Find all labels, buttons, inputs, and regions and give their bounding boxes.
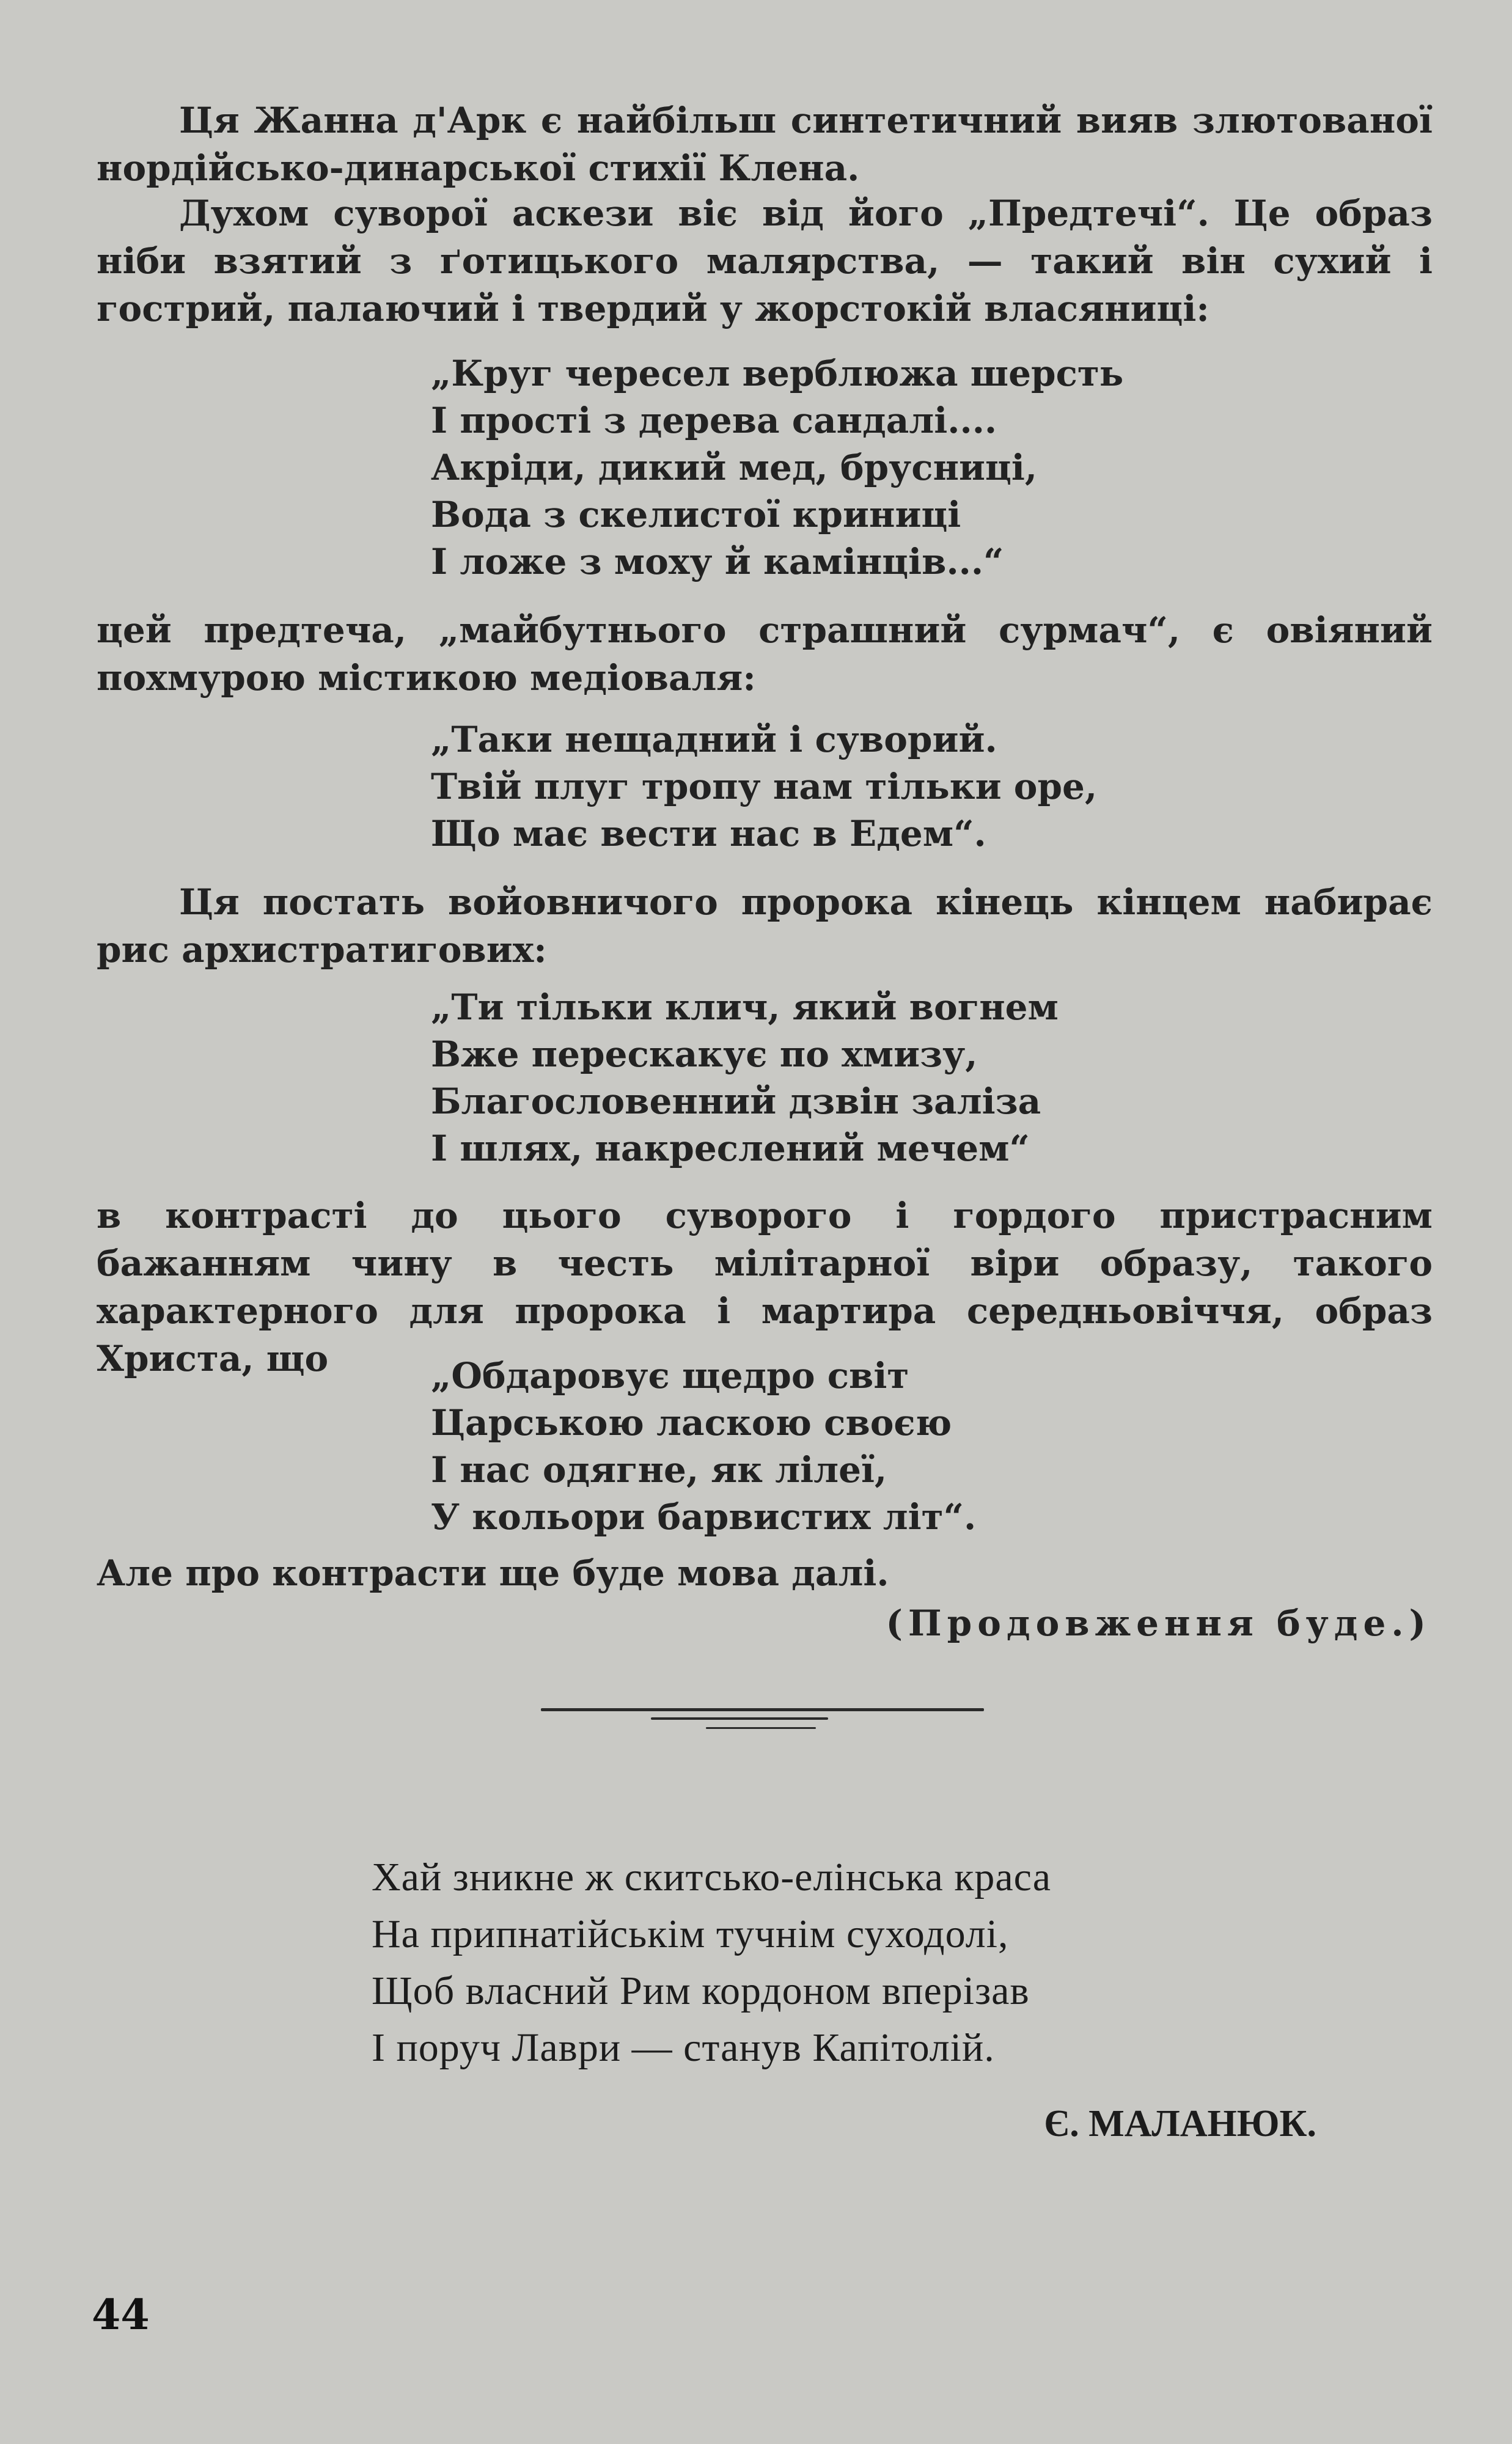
- quote-line: „Ти тільки клич, який вогнем: [431, 986, 1059, 1028]
- paragraph-4: Ця постать войовничого пророка кінець кінцем набирає рис архистратигових:: [97, 881, 1433, 971]
- quote-line: Вже перескакує по хмизу,: [431, 1033, 978, 1075]
- divider-rule-long: [541, 1708, 984, 1711]
- continuation-note: (Продовження буде.): [886, 1602, 1431, 1644]
- quote-3: [431, 984, 1059, 1172]
- quote-2: [431, 716, 1097, 857]
- paragraph-1: Ця Жанна д'Арк є найбільш синтетичний вияв злютованої нордійсько-динарської стихії Клена.: [97, 100, 1433, 189]
- poem-line: На припнатійськім тучнім суходолі,: [372, 1912, 1009, 1956]
- quote-line: Царською ласкою своєю: [431, 1402, 952, 1444]
- quote-line: І нас одягне, як лілеї,: [431, 1449, 887, 1491]
- page-number: 44: [92, 2291, 150, 2339]
- poem-author: Є. МАЛАНЮК.: [1044, 2103, 1316, 2145]
- paragraph-5: в контрасті до цього суворого і гордого пристрасним бажанням чину в честь мілітарної віри образу, такого характерного для пророка і мартира середньовіччя, образ Христа, що: [97, 1195, 1433, 1379]
- poem-line: Щоб власний Рим кордоном вперізав: [372, 1969, 1030, 2013]
- poem-line: Хай зникне ж скитсько-елінська краса: [372, 1855, 1052, 1899]
- quote-line: І прості з дерева сандалі....: [431, 400, 997, 441]
- quote-line: Благословенний дзвін заліза: [431, 1081, 1041, 1122]
- paragraph-6: Але про контрасти ще буде мова далі.: [97, 1552, 889, 1594]
- divider-rule-short: [706, 1727, 816, 1729]
- paragraph-2: Духом суворої аскези віє від його „Предтечі“. Це образ ніби взятий з ґотицького малярства, — такий він сухий і гострий, палаючий і твердий у жорстокій власяниці:: [97, 193, 1433, 329]
- divider-rule-mid: [651, 1717, 828, 1720]
- quote-line: „Круг чересел верблюжа шерсть: [431, 353, 1124, 394]
- quote-line: „Таки нещадний і суворий.: [431, 719, 997, 760]
- quote-line: „Обдаровує щедро світ: [431, 1355, 909, 1396]
- quote-1: [431, 350, 1123, 585]
- poem-line: І поруч Лаври — станув Капітолій.: [372, 2025, 995, 2070]
- quote-line: Акріди, дикий мед, брусниці,: [431, 447, 1038, 488]
- quote-line: Що має вести нас в Едем“.: [431, 813, 986, 854]
- quote-line: У кольори барвистих літ“.: [431, 1496, 977, 1538]
- quote-line: Твій плуг тропу нам тільки оре,: [431, 766, 1098, 807]
- quote-4: [431, 1352, 976, 1541]
- paragraph-3: цей предтеча, „майбутнього страшний сурмач“, є овіяний похмурою містикою медіоваля:: [97, 609, 1433, 699]
- quote-line: І шлях, накреслений мечем“: [431, 1128, 1030, 1169]
- quote-line: І ложе з моху й камінців...“: [431, 541, 1004, 582]
- poem-epigraph: [372, 1849, 1051, 2076]
- quote-line: Вода з скелистої криниці: [431, 494, 961, 535]
